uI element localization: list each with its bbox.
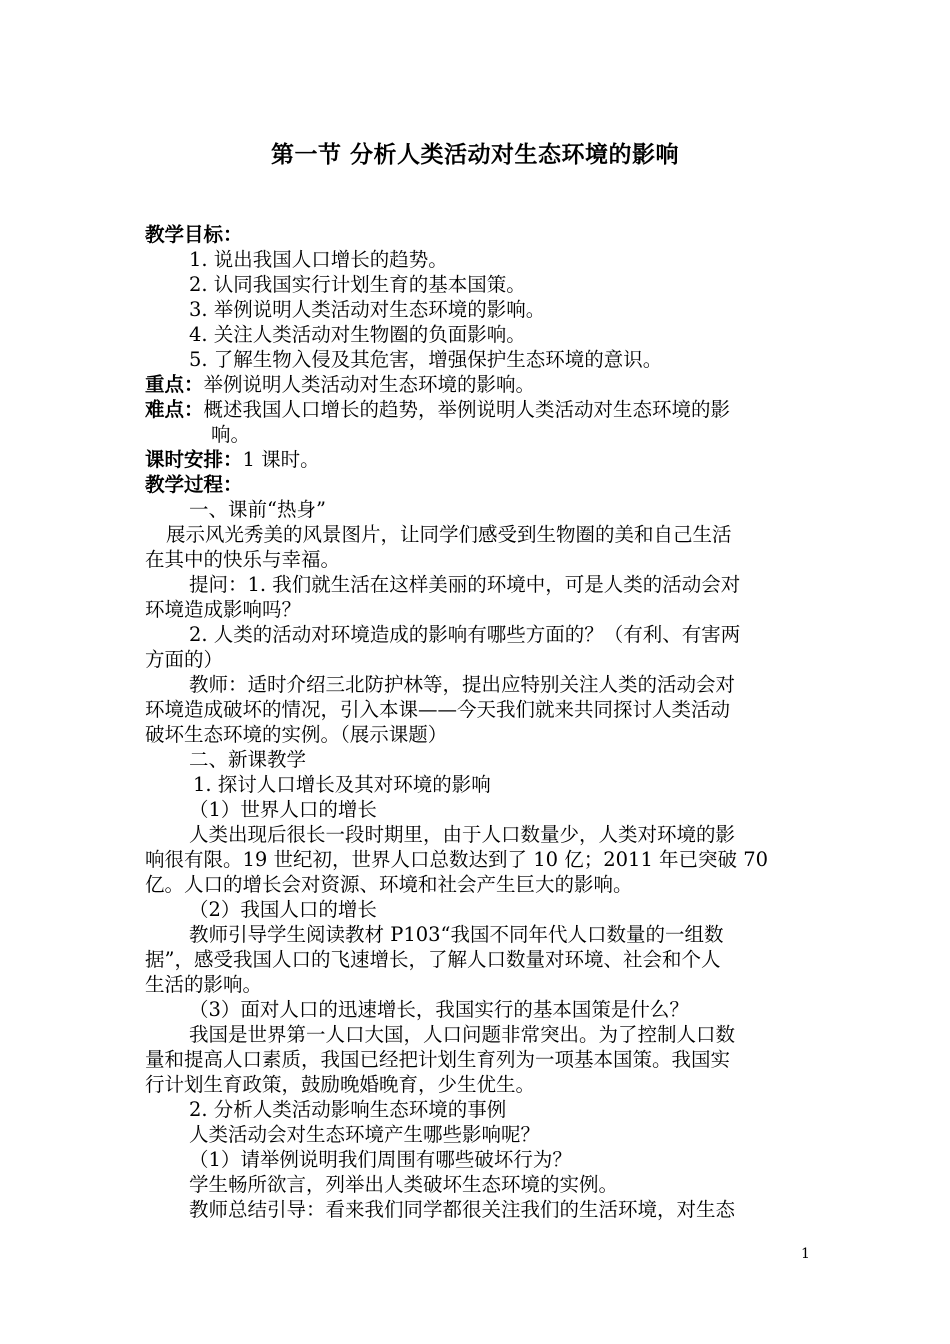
objective-item: 4. 关注人类活动对生物圈的负面影响。	[189, 323, 526, 346]
subsection-heading: 1. 探讨人口增长及其对环境的影响	[193, 773, 491, 796]
paragraph-line: 2. 人类的活动对环境造成的影响有哪些方面的？（有利、有害两	[189, 623, 741, 646]
objective-item: 5. 了解生物入侵及其危害，增强保护生态环境的意识。	[189, 348, 663, 371]
subsection-heading: 2. 分析人类活动影响生态环境的事例	[189, 1098, 507, 1121]
page-number: 1	[801, 1246, 810, 1262]
paragraph-line: 量和提高人口素质，我国已经把计划生育列为一项基本国策。我国实	[145, 1048, 731, 1071]
paragraph-line: 据”，感受我国人口的飞速增长，了解人口数量对环境、社会和个人	[145, 948, 721, 971]
key-point-text: 举例说明人类活动对生态环境的影响。	[203, 373, 536, 396]
paragraph-line: 我国是世界第一人口大国，人口问题非常突出。为了控制人口数	[189, 1023, 736, 1046]
section-heading: 二、新课教学	[189, 748, 307, 771]
objectives-heading: 教学目标：	[145, 223, 243, 246]
paragraph-line: 生活的影响。	[145, 973, 263, 996]
paragraph-line: 学生畅所欲言，列举出人类破坏生态环境的实例。	[189, 1173, 619, 1196]
document-body	[145, 222, 810, 1222]
objective-item: 3. 举例说明人类活动对生态环境的影响。	[189, 298, 546, 321]
paragraph-line: 响很有限。19 世纪初，世界人口总数达到了 10 亿；2011 年已突破 70	[145, 848, 769, 871]
schedule-text: 1 课时。	[242, 448, 320, 471]
subsection-heading: （1）请举例说明我们周围有哪些破坏行为？	[189, 1148, 572, 1171]
subsection-heading: （1）世界人口的增长	[189, 798, 377, 821]
paragraph-line: 提问：1. 我们就生活在这样美丽的环境中，可是人类的活动会对	[189, 573, 741, 596]
paragraph-line: 教师总结引导：看来我们同学都很关注我们的生活环境，对生态	[189, 1198, 736, 1221]
paragraph-line: 亿。人口的增长会对资源、环境和社会产生巨大的影响。	[145, 873, 633, 896]
page-title: 第一节 分析人类活动对生态环境的影响	[270, 141, 679, 168]
objective-item: 2. 认同我国实行计划生育的基本国策。	[189, 273, 526, 296]
schedule	[145, 447, 810, 472]
paragraph-line: 教师引导学生阅读教材 P103“我国不同年代人口数量的一组数	[189, 923, 724, 946]
process-heading: 教学过程：	[145, 473, 243, 496]
paragraph-line: 环境造成破坏的情况，引入本课——今天我们就来共同探讨人类活动	[145, 698, 731, 721]
key-point-label: 重点：	[145, 373, 204, 396]
paragraph-line: 方面的）	[145, 648, 224, 671]
paragraph-line: 教师：适时介绍三北防护林等，提出应特别关注人类的活动会对	[189, 673, 736, 696]
difficulty-text: 概述我国人口增长的趋势，举例说明人类活动对生态环境的影	[203, 398, 731, 421]
paragraph-line: 人类出现后很长一段时期里，由于人口数量少，人类对环境的影	[189, 823, 736, 846]
difficulty-label: 难点：	[145, 398, 204, 421]
paragraph-line: 环境造成影响吗？	[145, 598, 302, 621]
paragraph-line: 人类活动会对生态环境产生哪些影响呢？	[189, 1123, 541, 1146]
paragraph-line: 破坏生态环境的实例。（展示课题）	[145, 723, 448, 746]
paragraph-line: 在其中的快乐与幸福。	[145, 548, 341, 571]
section-heading: 一、课前“热身”	[189, 498, 326, 521]
difficulty-continuation: 响。	[211, 423, 251, 446]
schedule-label: 课时安排：	[145, 448, 243, 471]
subsection-heading: （2）我国人口的增长	[189, 898, 377, 921]
paragraph-line: 行计划生育政策，鼓励晚婚晚育，少生优生。	[145, 1073, 536, 1096]
paragraph-line: 展示风光秀美的风景图片，让同学们感受到生物圈的美和自己生活	[166, 523, 732, 546]
difficulty	[145, 397, 810, 422]
key-point	[145, 372, 810, 397]
subsection-heading: （3）面对人口的迅速增长，我国实行的基本国策是什么？	[189, 998, 689, 1021]
objective-item: 1. 说出我国人口增长的趋势。	[189, 248, 448, 271]
